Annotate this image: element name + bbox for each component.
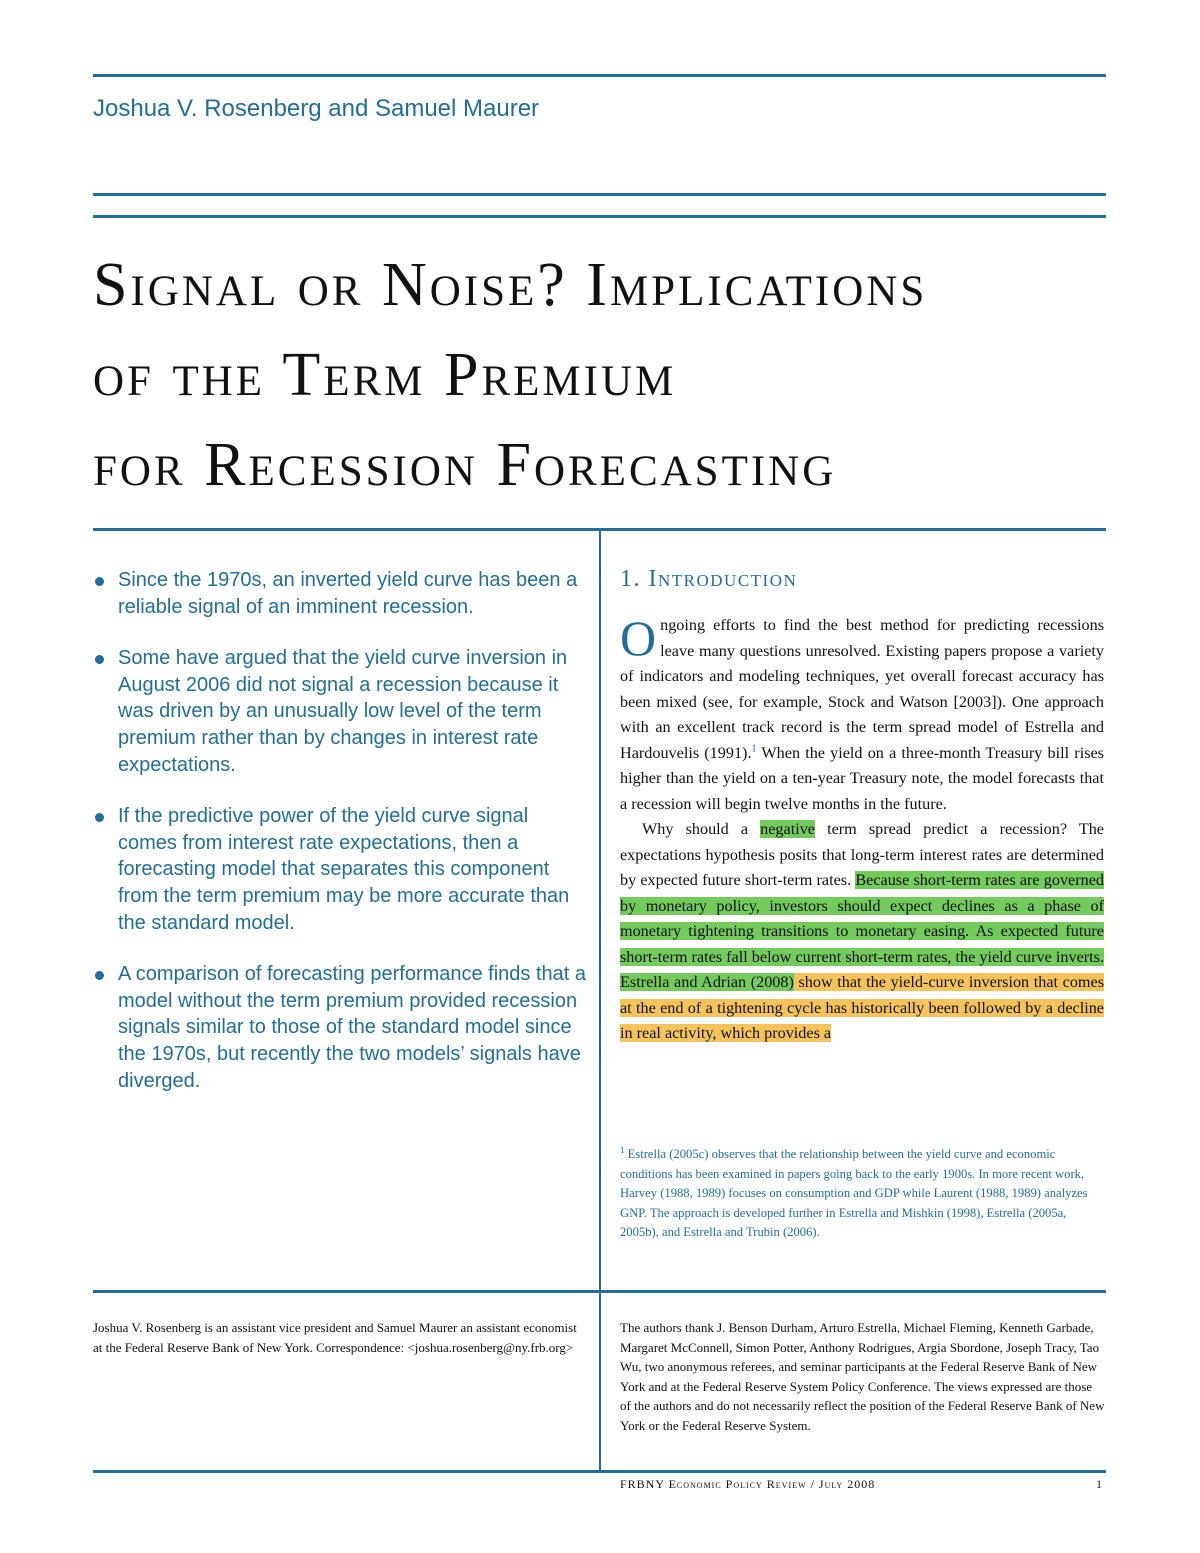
title-line: of the Term Premium [93,341,677,409]
author-names: Joshua V. Rosenberg and Samuel Maurer [93,95,540,122]
intro-text: Why should a [642,820,761,838]
footnote-marker[interactable]: 1 [751,743,757,755]
summary-bullet: Since the 1970s, an inverted yield curve has been a reliable signal of an imminent recession. [93,567,588,620]
highlight-green: Because short-term rates are governed by monetary policy, investors should expect declines as a phase of monetary tightening transitions to monetary easing. As expected future short-term rates fall below current short-term rates, the yield curve inverts. Estrella and Adrian (2008) [620,871,1105,991]
highlight-green: negative [760,820,815,838]
highlight-orange: show that the yield-curve inversion that comes at the end of a tightening cycle has historically been followed by a decline in real activity, which provides a [620,973,1104,1042]
title-rule-upper [93,215,1106,218]
author-rule-lower [93,193,1106,196]
summary-bullet: Some have argued that the yield curve inversion in August 2006 did not signal a recession because it was driven by an unusually low level of the term premium rather than by changes in interest rate expectations. [93,645,588,778]
intro-paragraph-2 [620,817,1104,1047]
intro-text: term spread predict a recession? The expectations hypothesis posits that long-term interest rates are determined by expected future short-term rates. [620,820,1104,889]
intro-text: ngoing efforts to find the best method for predicting recessions leave many questions unresolved. Existing papers propose a variety of indicators and modeling techniques, yet overall forecast accuracy has been mixed (see, for example, Stock and Watson [2003]). One approach with an excellent track record is the term spread model of Estrella and Hardouvelis (1991). [620,616,1104,762]
column-divider-lower [599,1292,601,1470]
intro-text: When the yield on a three-month Treasury bill rises higher than the yield on a ten-year Treasury note, the model forecasts that a recession will begin twelve months in the future. [620,743,1104,813]
intro-paragraph-1 [620,610,1104,817]
footnote-text: Estrella (2005c) observes that the relationship between the yield curve and economic conditions has been examined in papers going back to the early 1900s. In more recent work, Harvey (1988, 1989) focuses on consumption and GDP while Laurent (1988, 1989) analyzes GNP. The approach is developed further in Estrella and Mishkin (1998), Estrella (2005a, 2005b), and Estrella and Trubin (2006). [620,1147,1088,1239]
summary-bullets [93,567,588,1119]
journal-footer: FRBNY Economic Policy Review / July 2008 [620,1477,876,1491]
footnote [620,1145,1104,1243]
section-heading: 1. Introduction [620,566,798,592]
title-line: Signal or Noise? Implications [93,251,928,319]
drop-cap: O [620,610,657,666]
author-bio: Joshua V. Rosenberg is an assistant vice president and Samuel Maurer an assistant economist at the Federal Reserve Bank of New York. Correspondence: <joshua.rosenberg@ny.frb.org> [93,1320,577,1355]
summary-bullet: If the predictive power of the yield curve signal comes from interest rate expectations, then a forecasting model that separates this component from the term premium may be more accurate than the standard model. [93,803,588,936]
paper-title [93,240,1106,510]
top-rule [93,74,1106,77]
column-divider-upper [599,530,601,1292]
footnote-number: 1 [620,1144,625,1155]
intro-body [620,610,1105,1047]
summary-bullet: A comparison of forecasting performance finds that a model without the term premium provided recession signals similar to those of the standard model since the 1970s, but recently the two models’ signals have diverged. [93,961,588,1094]
title-line: for Recession Forecasting [93,431,837,499]
footer-rule [93,1470,1106,1473]
acknowledgments: The authors thank J. Benson Durham, Arturo Estrella, Michael Fleming, Kenneth Garbade, Margaret McConnell, Simon Potter, Anthony Rodrigues, Argia Sbordone, Joseph Tracy, Tao Wu, two anonymous referees, and seminar participants at the Federal Reserve Bank of New York and at the Federal Reserve System Policy Conference. The views expressed are those of the authors and do not necessarily reflect the position of the Federal Reserve Bank of New York or the Federal Reserve System. [620,1320,1105,1433]
page-number: 1 [1096,1477,1102,1491]
